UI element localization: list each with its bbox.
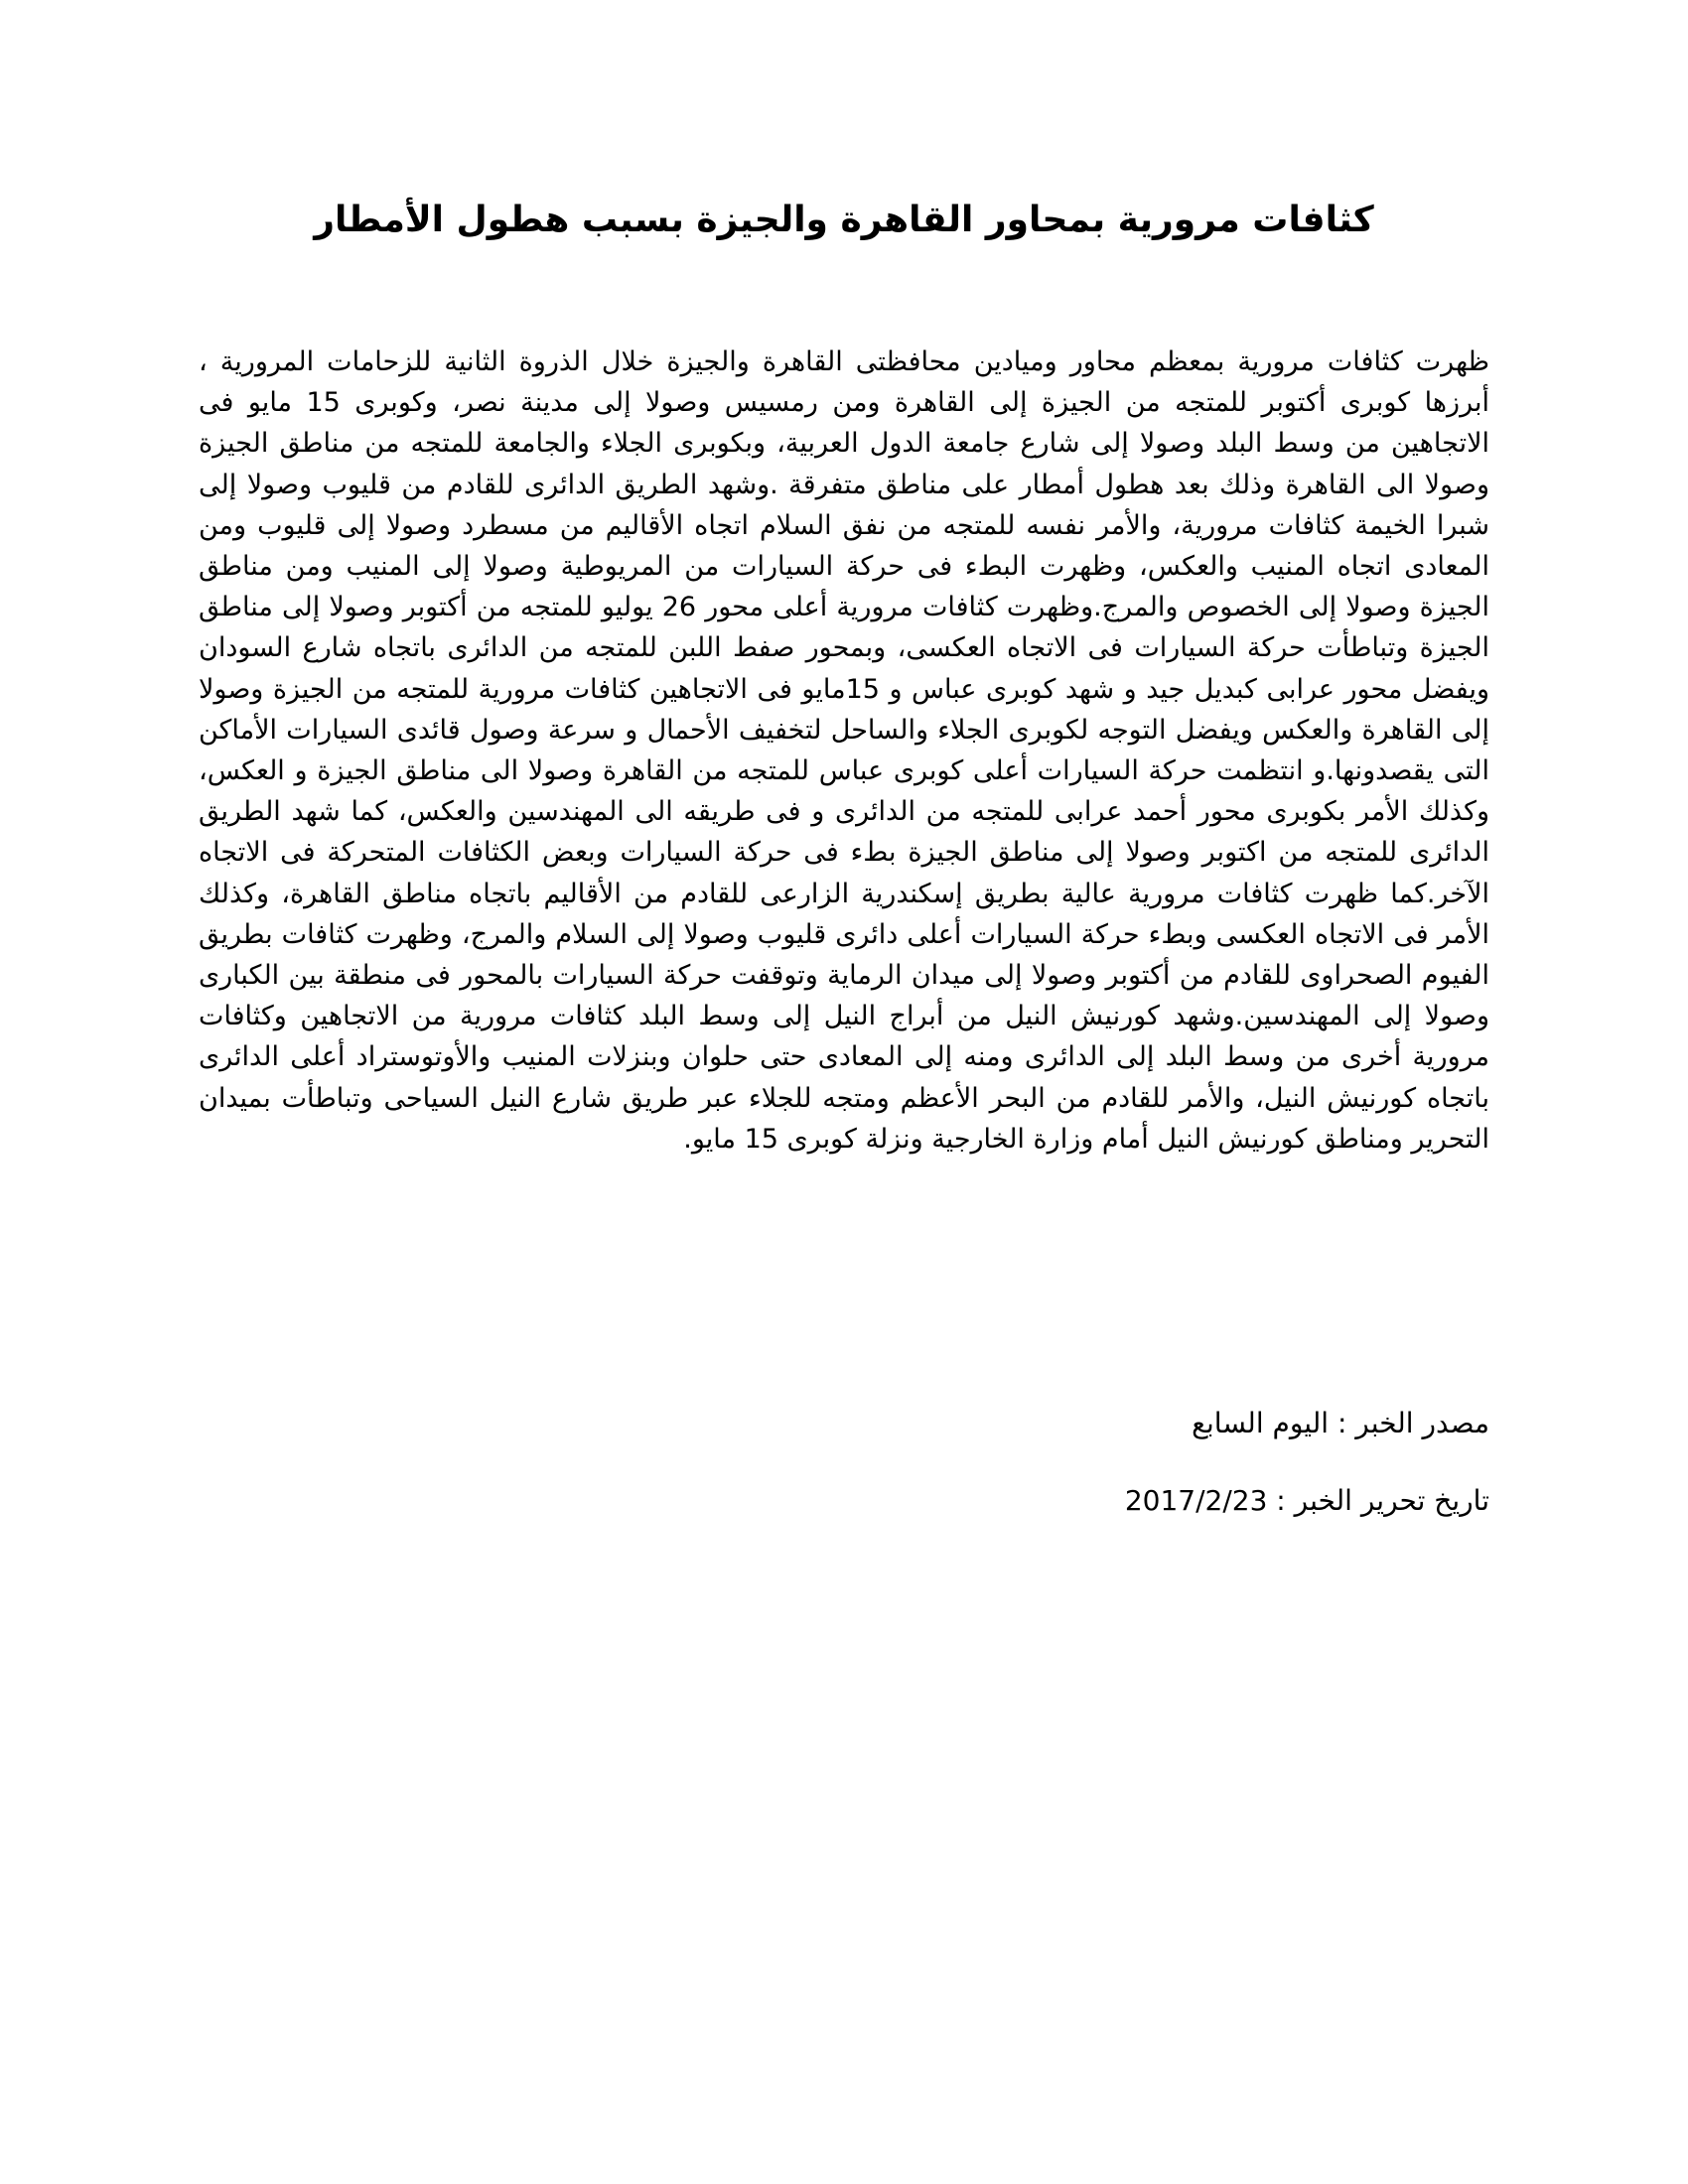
edit-date: تاريخ تحرير الخبر : 2017/2/23 <box>1124 1484 1489 1517</box>
article-body: ظهرت كثافات مرورية بمعظم محاور وميادين محافظتى القاهرة والجيزة خلال الذروة الثانية للزحامات المرورية ، أبرزها كوبرى أكتوبر للمتجه من الجيزة إلى القاهرة ومن رمسيس وصولا إلى مدينة نصر، وكوبرى 15 مايو فى الاتجاهين من وسط البلد وصولا إلى شارع جامعة الدول العربية، وبكوبرى الجلاء والجامعة للمتجه من مناطق الجيزة وصولا الى القاهرة وذلك بعد هطول أمطار على مناطق متفرقة .وشهد الطريق الدائرى للقادم من قليوب وصولا إلى شبرا الخيمة كثافات مرورية، والأمر نفسه للمتجه من نفق السلام اتجاه الأقاليم من مسطرد وصولا إلى قليوب ومن المعادى اتجاه المنيب والعكس، وظهرت البطء فى حركة السيارات من المريوطية وصولا إلى المنيب ومن مناطق الجيزة وصولا إلى الخصوص والمرج.وظهرت كثافات مرورية أعلى محور 26 يوليو للمتجه من أكتوبر وصولا إلى مناطق الجيزة وتباطأت حركة السيارات فى الاتجاه العكسى، وبمحور صفط اللبن للمتجه من الدائرى باتجاه شارع السودان ويفضل محور عرابى كبديل جيد و شهد كوبرى عباس و 15مايو فى الاتجاهين كثافات مرورية للمتجه من الجيزة وصولا إلى القاهرة والعكس ويفضل التوجه لكوبرى الجلاء والساحل لتخفيف الأحمال و سرعة وصول قائدى السيارات الأماكن التى يقصدونها.و انتظمت حركة السيارات أعلى كوبرى عباس للمتجه من القاهرة وصولا الى مناطق الجيزة و العكس، وكذلك الأمر بكوبرى محور أحمد عرابى للمتجه من الدائرى و فى طريقه الى المهندسين والعكس، كما شهد الطريق الدائرى للمتجه من اكتوبر وصولا إلى مناطق الجيزة بطء فى حركة السيارات وبعض الكثافات المتحركة فى الاتجاه الآخر.كما ظهرت كثافات مرورية عالية بطريق إسكندرية الزارعى للقادم من الأقاليم باتجاه مناطق القاهرة، وكذلك الأمر فى الاتجاه العكسى وبطء حركة السيارات أعلى دائرى قليوب وصولا إلى السلام والمرج، وظهرت كثافات بطريق الفيوم الصحراوى للقادم من أكتوبر وصولا إلى ميدان الرماية وتوقفت حركة السيارات بالمحور فى منطقة بين الكبارى وصولا إلى المهندسين.وشهد كورنيش النيل من أبراج النيل إلى وسط البلد كثافات مرورية من الاتجاهين وكثافات مرورية أخرى من وسط البلد إلى الدائرى ومنه إلى المعادى حتى حلوان وبنزلات المنيب والأوتوستراد أعلى الدائرى باتجاه كورنيش النيل، والأمر للقادم من البحر الأعظم ومتجه للجلاء عبر طريق شارع النيل السياحى وتباطأت بميدان التحرير ومناطق كورنيش النيل أمام وزارة الخارجية ونزلة كوبرى 15 مايو. <box>199 346 1489 1155</box>
article-title: كثافات مرورية بمحاور القاهرة والجيزة بسبب هطول الأمطار <box>314 200 1374 240</box>
news-source: مصدر الخبر : اليوم السابع <box>1192 1407 1489 1439</box>
